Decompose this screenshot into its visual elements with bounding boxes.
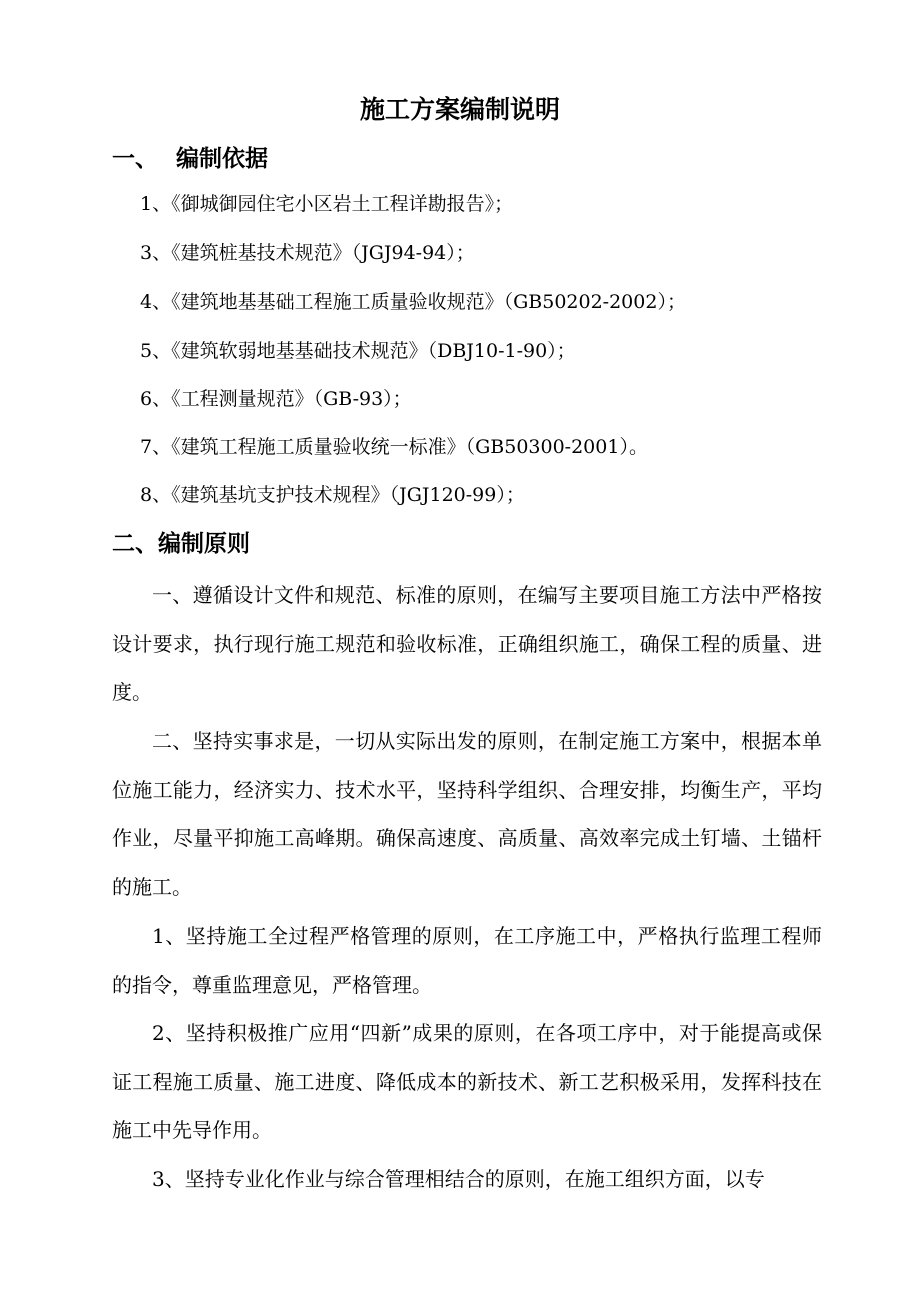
body-paragraph: 3、坚持专业化作业与综合管理相结合的原则，在施工组织方面，以专 bbox=[152, 1167, 765, 1191]
body-paragraph: 二、坚持实事求是，一切从实际出发的原则，在制定施工方案中，根据本单位施工能力，经济实力、技术水平，坚持科学组织、合理安排，均衡生产，平均作业，尽量平抑施工高峰期。确保高速度、高质量、高效率完成土钉墙、土锚杆的施工。 bbox=[112, 729, 822, 899]
reference-item: 3、《建筑桩基技术规范》（JGJ94-94）； bbox=[140, 242, 475, 264]
reference-item: 6、《工程测量规范》（GB-93）； bbox=[140, 388, 412, 410]
section-heading-principles: 二、编制原则 bbox=[112, 530, 250, 557]
reference-item: 5、《建筑软弱地基基础技术规范》（DBJ10-1-90）； bbox=[140, 340, 576, 362]
page-title: 施工方案编制说明 bbox=[359, 95, 560, 124]
reference-item: 7、《建筑工程施工质量验收统一标准》（GB50300-2001）。 bbox=[140, 436, 648, 458]
body-paragraph: 一、遵循设计文件和规范、标准的原则，在编写主要项目施工方法中严格按设计要求，执行现行施工规范和验收标准，正确组织施工，确保工程的质量、进度。 bbox=[112, 583, 822, 704]
reference-item: 4、《建筑地基基础工程施工质量验收规范》（GB50202-2002）； bbox=[140, 291, 686, 313]
section-heading-basis bbox=[112, 142, 268, 176]
body-paragraph: 2、坚持积极推广应用“四新”成果的原则，在各项工序中，对于能提高或保证工程施工质量、施工进度、降低成本的新技术、新工艺积极采用，发挥科技在施工中先导作用。 bbox=[112, 1021, 822, 1142]
body-paragraph: 1、坚持施工全过程严格管理的原则，在工序施工中，严格执行监理工程师的指令，尊重监理意见，严格管理。 bbox=[112, 924, 822, 997]
section-number: 一、 bbox=[112, 145, 158, 172]
reference-item: 8、《建筑基坑支护技术规程》（JGJ120-99）； bbox=[140, 484, 525, 506]
reference-item: 1、《御城御园住宅小区岩土工程详勘报告》； bbox=[140, 193, 514, 215]
section-title: 编制依据 bbox=[176, 145, 268, 172]
